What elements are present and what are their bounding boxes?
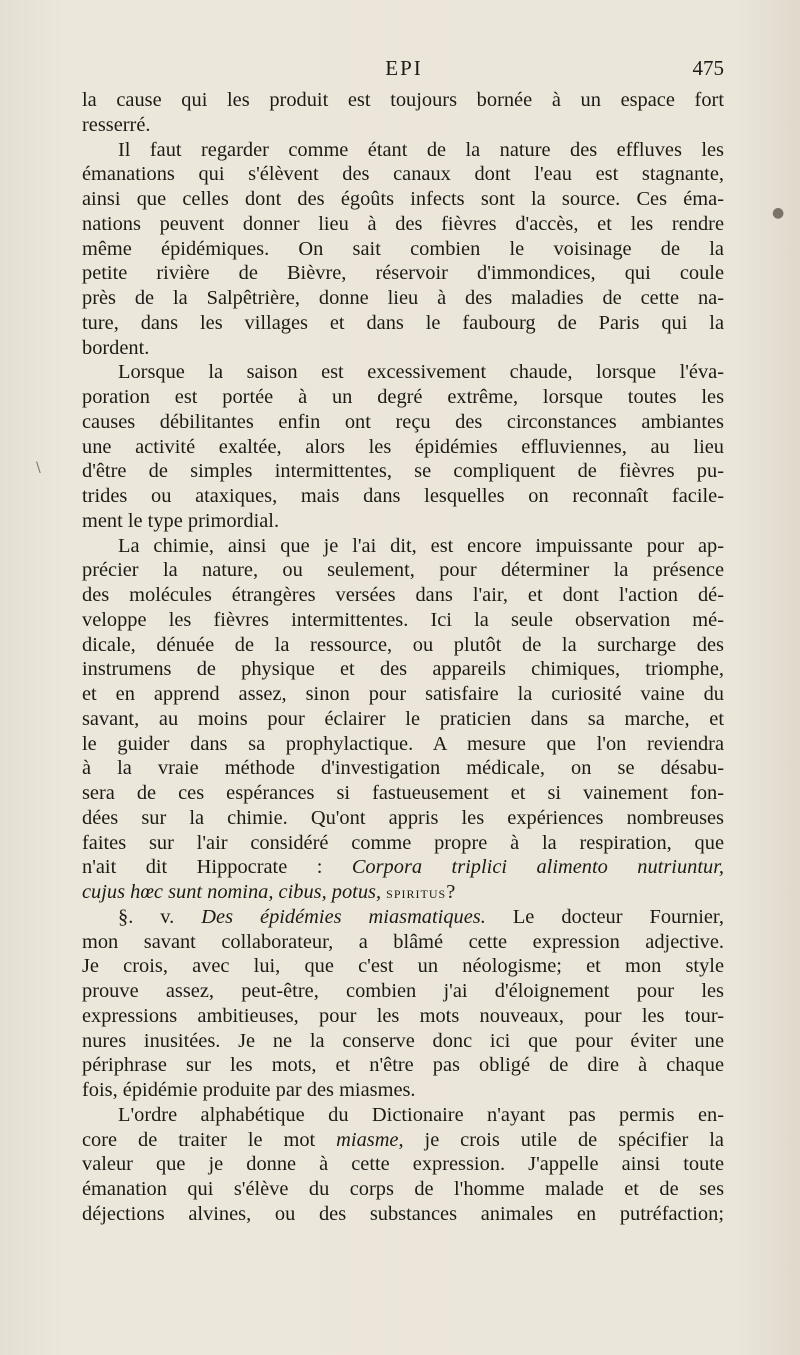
text-line: La chimie, ainsi que je l'ai dit, est encore impuissante pour ap- xyxy=(118,534,724,557)
latin-quote-smallcaps: spiritus xyxy=(386,883,447,902)
text-line: à la vraie méthode d'investigation médicale, on se désabu- xyxy=(82,757,724,780)
section-heading-line xyxy=(82,905,724,930)
text-segment: core de traiter le mot xyxy=(82,1128,316,1151)
page-header xyxy=(84,56,724,86)
text-line: prouve assez, peut-être, combien j'ai d'éloignement pour les xyxy=(82,980,724,1002)
text-line: petite rivière de Bièvre, réservoir d'immondices, qui coule xyxy=(82,262,724,285)
text-line: faites sur l'air considéré comme propre à la respiration, que xyxy=(82,831,724,854)
text-line: valeur que je donne à cette expression. J'appelle ainsi toute xyxy=(82,1153,724,1176)
text-line xyxy=(82,855,724,880)
text-line: précier la nature, ou seulement, pour déterminer la présence xyxy=(82,559,724,582)
text-line xyxy=(82,880,724,905)
text-line: dées sur la chimie. Qu'ont appris les expériences nombreuses xyxy=(82,806,724,829)
text-line: ment le type primordial. xyxy=(82,509,280,532)
text-line: savant, au moins pour éclairer le praticien dans sa marche, et xyxy=(82,707,724,730)
text-line: émanations qui s'élèvent des canaux dont l'eau est stagnante, xyxy=(82,163,724,186)
text-line: causes débilitantes enfin ont reçu des circonstances ambiantes xyxy=(82,410,724,433)
text-line: trides ou ataxiques, mais dans lesquelles on reconnaît facile- xyxy=(82,485,724,507)
text-segment: ? xyxy=(446,881,456,903)
text-line: instrumens de physique et des appareils chimiques, triomphe, xyxy=(82,658,724,681)
latin-quote: cujus hœc sunt nomina, cibus, potus, xyxy=(82,881,382,903)
text-line: déjections alvines, ou des substances animales en putréfaction; xyxy=(82,1202,724,1225)
text-line: Lorsque la saison est excessivement chaude, lorsque l'éva- xyxy=(118,361,724,384)
body-text xyxy=(82,88,724,1227)
text-line: bordent. xyxy=(82,336,150,359)
text-line: veloppe les fièvres intermittentes. Ici la seule observation mé- xyxy=(82,608,724,631)
text-line: sera de ces espérances si fastueusement et si vainement fon- xyxy=(82,782,724,804)
text-line: Il faut regarder comme étant de la nature des effluves les xyxy=(118,138,724,161)
text-segment: n'ait dit Hippocrate : xyxy=(82,856,323,879)
text-line xyxy=(82,1128,724,1153)
text-line: dicale, dénuée de la ressource, ou plutôt de la surcharge des xyxy=(82,633,724,656)
margin-mark-icon: \ xyxy=(36,460,41,476)
text-line: poration est portée à un degré extrême, lorsque toutes les xyxy=(82,386,724,408)
section-number: §. v. xyxy=(118,905,175,928)
text-line: mon savant collaborateur, a blâmé cette expression adjective. xyxy=(82,930,724,953)
text-line: nures inusitées. Je ne la conserve donc ici que pour éviter une xyxy=(82,1029,724,1052)
running-head: EPI xyxy=(385,56,423,80)
latin-quote: Corpora triplici alimento nutriuntur, xyxy=(351,856,724,879)
text-segment: Le docteur Fournier, xyxy=(512,905,724,928)
text-line: et en apprend assez, sinon pour satisfaire la curiosité vaine du xyxy=(82,683,724,705)
italic-term: miasme xyxy=(336,1128,399,1151)
text-line: nations peuvent donner lieu à des fièvres d'accès, et les rendre xyxy=(82,212,724,235)
page-number: 475 xyxy=(692,56,724,80)
margin-mark-icon: ● xyxy=(772,205,785,221)
text-line: émanation qui s'élève du corps de l'homme malade et de ses xyxy=(82,1178,724,1200)
text-line: ainsi que celles dont des égoûts infects sont la source. Ces éma- xyxy=(82,188,724,210)
text-line: expressions ambitieuses, pour les mots nouveaux, pour les tour- xyxy=(82,1004,724,1027)
text-line: près de la Salpêtrière, donne lieu à des maladies de cette na- xyxy=(82,287,724,309)
text-line: la cause qui les produit est toujours bornée à un espace fort xyxy=(82,89,724,111)
text-line: une activité exaltée, alors les épidémies effluviennes, au lieu xyxy=(82,435,724,458)
section-title: Des épidémies miasmatiques. xyxy=(201,905,486,928)
text-line: périphrase sur les mots, et n'être pas obligé de dire à chaque xyxy=(82,1054,724,1077)
text-line: fois, épidémie produite par des miasmes. xyxy=(82,1079,416,1101)
text-segment: , je crois utile de spécifier la xyxy=(398,1128,724,1151)
text-line: des molécules étrangères versées dans l'air, et dont l'action dé- xyxy=(82,584,724,606)
text-line: même épidémiques. On sait combien le voisinage de la xyxy=(82,237,724,260)
text-line: ture, dans les villages et dans le faubourg de Paris qui la xyxy=(82,311,724,334)
text-line: resserré. xyxy=(82,113,151,136)
text-line: d'être de simples intermittentes, se compliquent de fièvres pu- xyxy=(82,460,724,483)
text-line: Je crois, avec lui, que c'est un néologisme; et mon style xyxy=(82,955,724,978)
text-line: L'ordre alphabétique du Dictionaire n'ayant pas permis en- xyxy=(118,1103,724,1126)
text-line: le guider dans sa prophylactique. A mesure que l'on reviendra xyxy=(82,732,724,755)
